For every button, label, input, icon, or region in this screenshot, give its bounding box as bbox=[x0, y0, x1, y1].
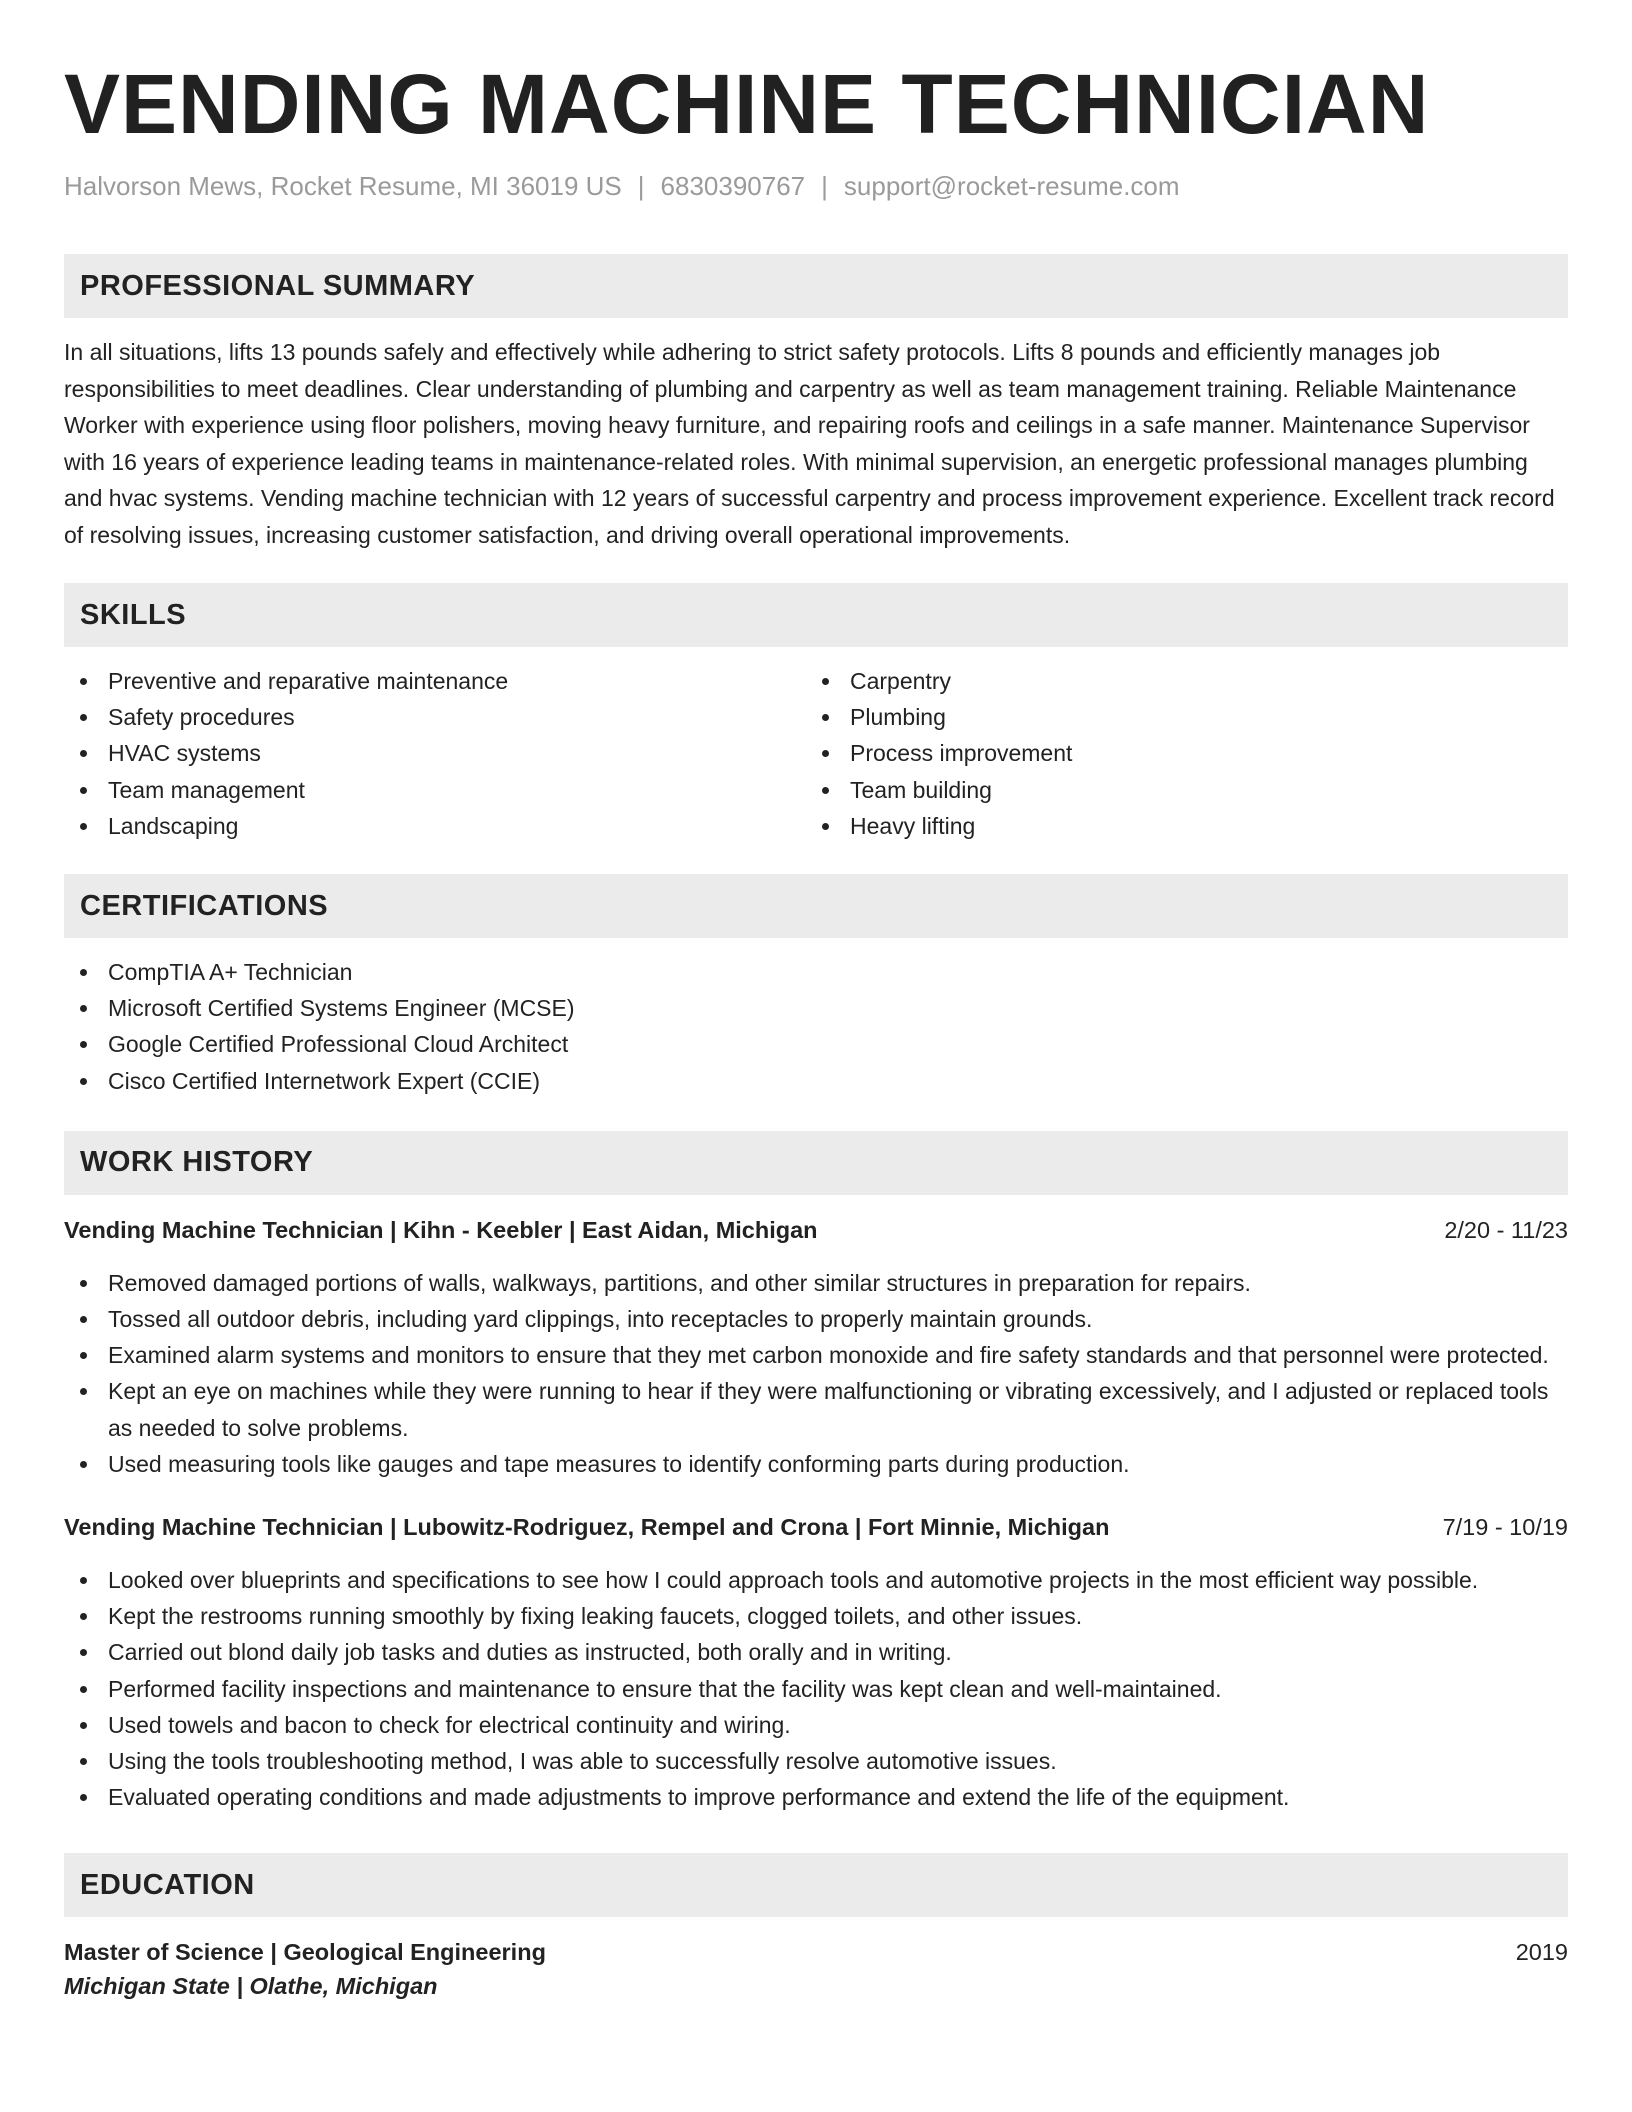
job-bullet: Evaluated operating conditions and made adjustments to improve performance and extend the life of the equipment. bbox=[64, 1779, 1568, 1815]
job-entry bbox=[64, 1213, 1568, 1482]
job-bullet: Using the tools troubleshooting method, I was able to successfully resolve automotive issues. bbox=[64, 1743, 1568, 1779]
section-heading-summary: PROFESSIONAL SUMMARY bbox=[64, 254, 1568, 318]
job-title: Vending Machine Technician | Lubowitz-Rodriguez, Rempel and Crona | Fort Minnie, Michigan bbox=[64, 1514, 1110, 1541]
skills-list-right bbox=[806, 663, 1548, 844]
skill-item: Heavy lifting bbox=[806, 808, 1548, 844]
certification-item: Cisco Certified Internetwork Expert (CCIE) bbox=[64, 1063, 1568, 1099]
job-bullet: Kept an eye on machines while they were running to hear if they were malfunctioning or vibrating excessively, and I adjusted or replaced tools as needed to solve problems. bbox=[64, 1373, 1568, 1445]
skill-item: Carpentry bbox=[806, 663, 1548, 699]
education-degree: Master of Science | Geological Engineering bbox=[64, 1939, 546, 1966]
section-heading-work-history: WORK HISTORY bbox=[64, 1131, 1568, 1195]
contact-separator: | bbox=[821, 171, 828, 201]
job-bullet: Looked over blueprints and specifications to see how I could approach tools and automotive projects in the most efficient way possible. bbox=[64, 1562, 1568, 1598]
job-bullet: Tossed all outdoor debris, including yard clippings, into receptacles to properly maintain grounds. bbox=[64, 1301, 1568, 1337]
job-header bbox=[64, 1510, 1568, 1544]
contact-email[interactable]: support@rocket-resume.com bbox=[843, 171, 1180, 201]
job-bullet: Removed damaged portions of walls, walkways, partitions, and other similar structures in preparation for repairs. bbox=[64, 1265, 1568, 1301]
job-header bbox=[64, 1213, 1568, 1247]
contact-phone: 6830390767 bbox=[660, 171, 806, 201]
job-bullet: Used measuring tools like gauges and tape measures to identify conforming parts during production. bbox=[64, 1446, 1568, 1482]
job-dates: 2/20 - 11/23 bbox=[1444, 1216, 1568, 1243]
candidate-name: VENDING MACHINE TECHNICIAN bbox=[64, 57, 1430, 151]
job-dates: 7/19 - 10/19 bbox=[1442, 1514, 1568, 1541]
summary-text: In all situations, lifts 13 pounds safely and effectively while adhering to strict safety protocols. Lifts 8 pounds and efficiently manages job responsibilities to meet deadlines. Clear understanding of plumbing and carpentry as well as team management training. Reliable Maintenance Worker with experience using floor polishers, moving heavy furniture, and repairing roofs and ceilings in a safe manner. Maintenance Supervisor with 16 years of experience leading teams in maintenance-related roles. With minimal supervision, an energetic professional manages plumbing and hvac systems. Vending machine technician with 12 years of successful carpentry and process improvement experience. Excellent track record of resolving issues, increasing customer satisfaction, and driving overall operational improvements. bbox=[64, 339, 1555, 548]
section-heading-certifications: CERTIFICATIONS bbox=[64, 874, 1568, 938]
job-bullet: Carried out blond daily job tasks and duties as instructed, both orally and in writing. bbox=[64, 1634, 1568, 1670]
skill-item: Preventive and reparative maintenance bbox=[64, 663, 806, 699]
skill-item: HVAC systems bbox=[64, 735, 806, 771]
skill-item: Team management bbox=[64, 772, 806, 808]
job-bullet: Examined alarm systems and monitors to ensure that they met carbon monoxide and fire safety standards and that personnel were protected. bbox=[64, 1337, 1568, 1373]
skills-columns bbox=[64, 663, 1568, 844]
skill-item: Landscaping bbox=[64, 808, 806, 844]
skill-item: Safety procedures bbox=[64, 699, 806, 735]
certifications-list bbox=[64, 954, 1568, 1099]
education-year: 2019 bbox=[1515, 1939, 1568, 1966]
job-bullet: Used towels and bacon to check for electrical continuity and wiring. bbox=[64, 1707, 1568, 1743]
job-bullets bbox=[64, 1562, 1568, 1815]
education-header bbox=[64, 1935, 1568, 1969]
section-heading-skills: SKILLS bbox=[64, 583, 1568, 647]
skills-list-left bbox=[64, 663, 806, 844]
certification-item: Microsoft Certified Systems Engineer (MCSE) bbox=[64, 990, 1568, 1026]
skill-item: Team building bbox=[806, 772, 1548, 808]
certification-item: Google Certified Professional Cloud Architect bbox=[64, 1026, 1568, 1062]
skill-item: Process improvement bbox=[806, 735, 1548, 771]
job-bullet: Kept the restrooms running smoothly by fixing leaking faucets, clogged toilets, and other issues. bbox=[64, 1598, 1568, 1634]
job-bullets bbox=[64, 1265, 1568, 1482]
skill-item: Plumbing bbox=[806, 699, 1548, 735]
contact-line bbox=[64, 168, 1568, 204]
job-entry bbox=[64, 1510, 1568, 1815]
certification-item: CompTIA A+ Technician bbox=[64, 954, 1568, 990]
education-school: Michigan State | Olathe, Michigan bbox=[64, 1973, 438, 2000]
section-heading-education: EDUCATION bbox=[64, 1853, 1568, 1917]
contact-address: Halvorson Mews, Rocket Resume, MI 36019 US bbox=[64, 171, 622, 201]
job-title: Vending Machine Technician | Kihn - Keebler | East Aidan, Michigan bbox=[64, 1216, 818, 1243]
job-bullet: Performed facility inspections and maintenance to ensure that the facility was kept clean and well-maintained. bbox=[64, 1671, 1568, 1707]
contact-separator: | bbox=[637, 171, 645, 201]
